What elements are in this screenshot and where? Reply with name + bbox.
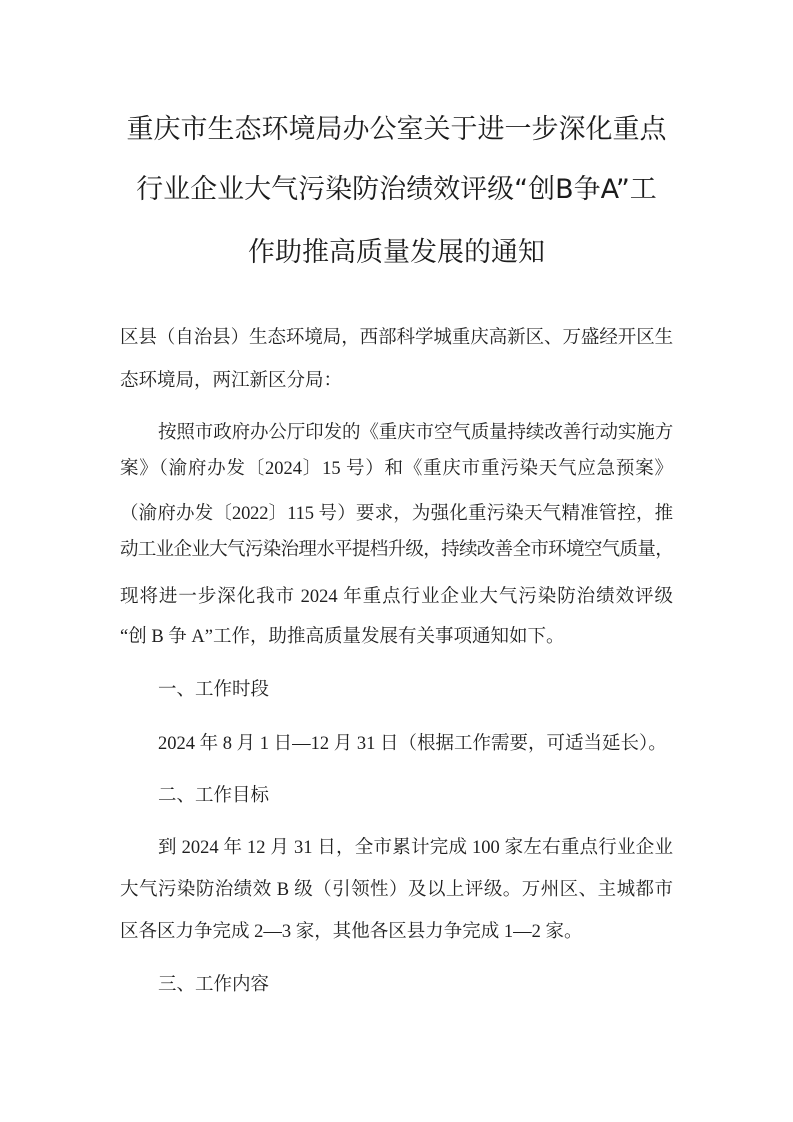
section-heading-work-goals: 二、工作目标 xyxy=(158,786,270,806)
work-goals-line-1: 到 2024 年 12 月 31 日，全市累计完成 100 家左右重点行业企业 xyxy=(158,838,673,858)
work-goals-line-2: 大气污染防治绩效 B 级（引领性）及以上评级。万州区、主城都市 xyxy=(120,880,673,900)
section-heading-work-period: 一、工作时段 xyxy=(158,680,270,700)
work-period-text: 2024 年 8 月 1 日—12 月 31 日（根据工作需要，可适当延长）。 xyxy=(158,734,667,754)
title-line-2: 行业企业大气污染防治绩效评级“创B争A”工 xyxy=(136,174,657,205)
intro-line-3: （渝府办发〔2022〕115 号）要求，为强化重污染天气精准管控，推 xyxy=(120,504,673,524)
intro-line-2: 案》（渝府办发〔2024〕15 号）和《重庆市重污染天气应急预案》 xyxy=(120,459,673,479)
section-heading-work-content: 三、工作内容 xyxy=(158,975,270,995)
title-line-1: 重庆市生态环境局办公室关于进一步深化重点 xyxy=(126,114,667,145)
salutation-line-1: 区县（自治县）生态环境局，西部科学城重庆高新区、万盛经开区生 xyxy=(120,328,673,348)
intro-line-4: 动工业企业大气污染治理水平提档升级，持续改善全市环境空气质量， xyxy=(120,540,673,560)
intro-line-6: “创 B 争 A”工作，助推高质量发展有关事项通知如下。 xyxy=(120,627,565,647)
intro-line-1: 按照市政府办公厅印发的《重庆市空气质量持续改善行动实施方 xyxy=(158,423,673,443)
intro-line-5: 现将进一步深化我市 2024 年重点行业企业大气污染防治绩效评级 xyxy=(120,587,673,607)
work-goals-line-3: 区各区力争完成 2—3 家，其他各区县力争完成 1—2 家。 xyxy=(120,922,583,942)
salutation-line-2: 态环境局，两江新区分局： xyxy=(120,371,343,391)
title-line-3: 作助推高质量发展的通知 xyxy=(248,237,545,268)
